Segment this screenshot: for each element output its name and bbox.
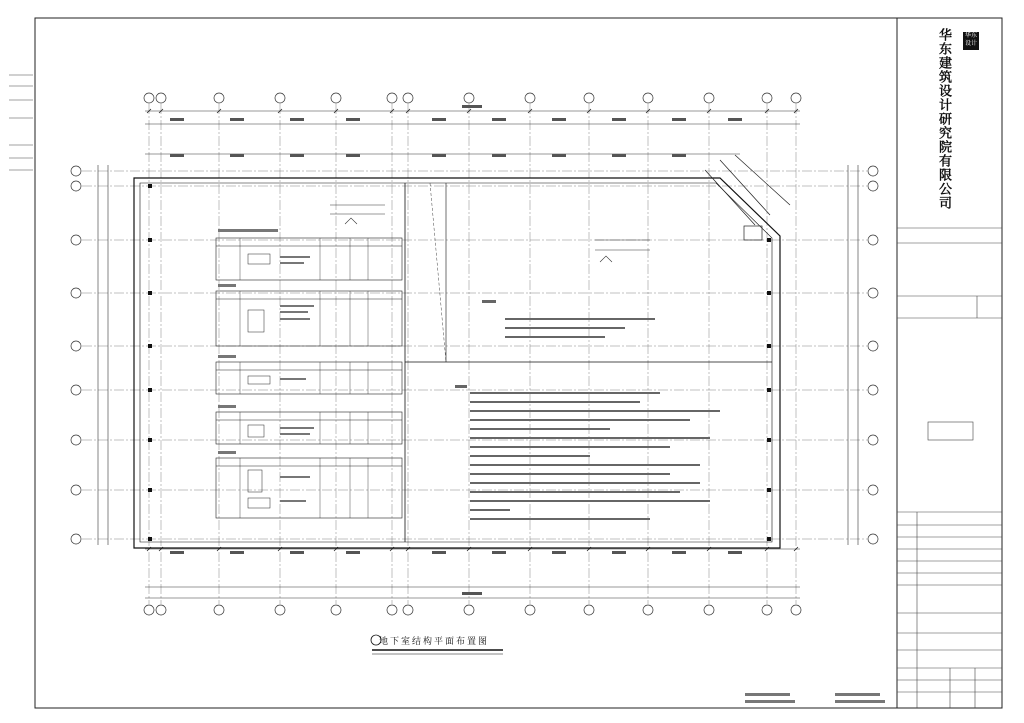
ramp <box>705 155 790 240</box>
dimension-lines <box>98 111 858 598</box>
right-grid-axes <box>868 166 878 544</box>
columns <box>148 184 771 541</box>
stamps <box>745 693 885 703</box>
general-notes <box>455 300 720 520</box>
top-grid-axes <box>144 93 801 103</box>
sheet-border <box>35 18 1002 708</box>
title-block <box>897 228 1002 708</box>
legend-text-bars <box>218 229 314 502</box>
bottom-grid-axes <box>144 605 801 615</box>
dimension-ticks <box>147 109 798 551</box>
left-margin-marks <box>9 75 33 170</box>
firm-name: 华东建筑设计研究院有限公司 <box>936 28 951 210</box>
slab-outline <box>134 178 780 548</box>
zone-callouts <box>330 205 650 262</box>
plan-title: 地下室结构平面布置图 <box>379 637 490 647</box>
grid-lines <box>82 104 867 604</box>
firm-logo: 华东 设计 <box>963 32 979 50</box>
left-grid-axes <box>71 166 81 544</box>
